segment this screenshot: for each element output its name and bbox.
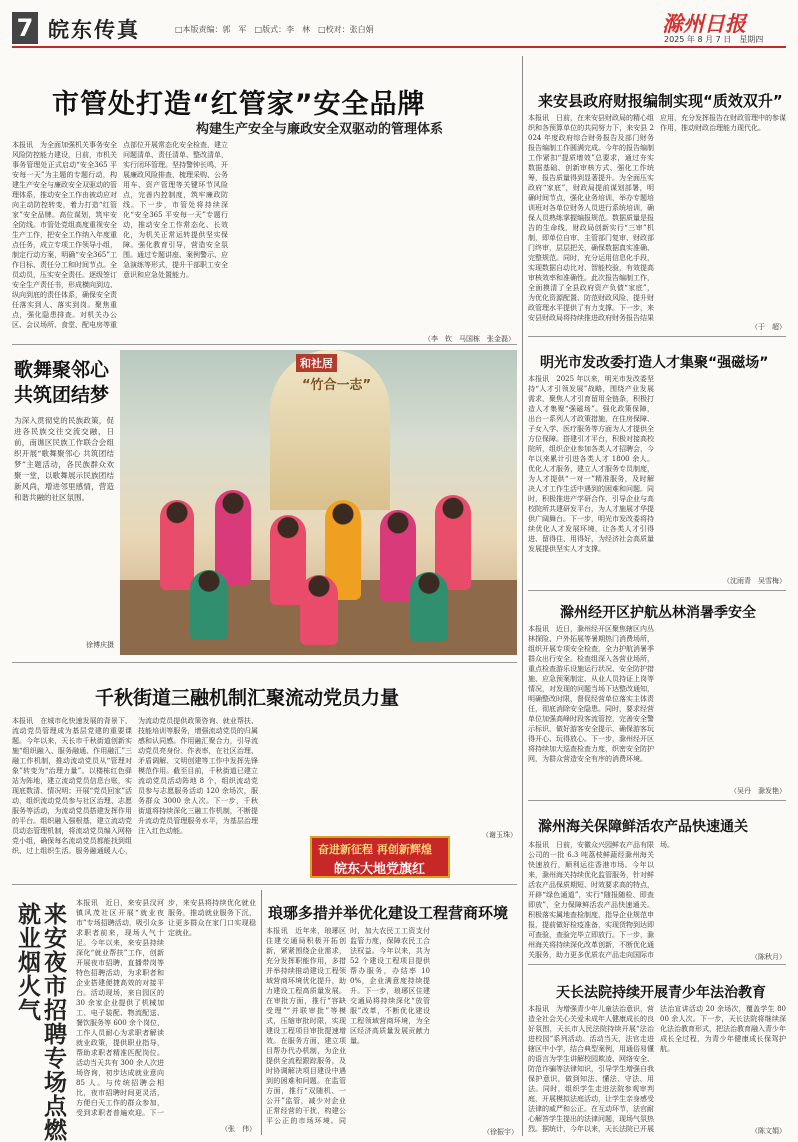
lead-body: 本报讯 为全面加强机关事务安全风险防控能力建设，日前，市机关事务管理处正式启动“安全365 平安每一天”为主题的专题行动，构建生产安全与廉政安全双驱动的管理体系，推动安全工作由被动应对向主动防控转变，着力打造“红管家”安全品牌。高位谋划，筑牢安全防线。市管处党组高度重视安全生产工作，把安全工作纳入年度重点任务，成立专项工作领导小组，制定行动方案，明确“安全365”工作目标、责任分工和时间节点。全员动员，压实安全责任。逐级签订安全生产责任书，形成横向到边、纵向到底的责任体系，确保安全责任落实到人、落实到岗。聚焦重点，强化隐患排查。对机关办公区、会议场所、食堂、配电房等重 <box>12 141 117 329</box>
editor-credits: □本版责编：郭 军 □版式：李 林 □校对：张白娟 <box>175 25 374 34</box>
qianqiu-body-col3 <box>264 716 384 856</box>
kaifaqu-body-col2 <box>660 624 786 784</box>
lead-body-col2: 点部位开展常态化安全检查，建立问题清单、责任清单、整改清单，实行闭环管理。坚持警钟长鸣，开展廉政风险排查，梳理采购、公务用车、资产管理等关键环节风险点，完善内控制度，筑牢廉政防线。下一步，市管处将持续深化“安全365 平安每一天”专题行动，推动安全工作常态化、长效化，为机关正常运转提供坚实保障。强化教育引导，营造安全氛围。通过专题讲座、案例警示、应急演练等形式，提升干部职工安全意识和应急处置能力。 <box>123 141 228 279</box>
dancer-figure <box>190 570 228 640</box>
masthead-rule <box>12 46 786 48</box>
qianqiu-body: 本报讯 在城市化快速发展的背景下，流动党员管理成为基层党建的重要课题。今年以来，天长市千秋街道创新实施“组织融入、服务融通、作用融汇”三融工作机制，推动流动党员从“管理对象”转变为“治理力量”。以楼栋红色驿站为阵地，建立流动党员信息台账，实现底数清、情况明；开展“党员回家”活动，组织流动党员参与社区治理、志愿服务等活动，为流动党员搭建发挥作用的平台。组织融入强根基，建立流动党员动态管理机制，将流动党员编入网格党小组，确保每名流动党员都能找到组织、过上组织生活。服务融通暖人心， <box>12 717 132 855</box>
kaifaqu-credit: （吴丹 滁发艳） <box>730 787 786 795</box>
kaifaqu-body: 本报讯 近日，滁州经开区聚焦辖区内丛林探险、户外拓展等暑期热门消费场所，组织开展专项安全检查，全力护航消暑季群众出行安全。检查组深入各营业场所，重点检查游乐设施运行状况、安全防护措施、应急预案制定、从业人员持证上岗等情况，对发现的问题当场下达整改通知，明确整改时限，督促经营单位落实主体责任，彻底消除安全隐患。同时，要求经营单位加强高峰时段客流管控，完善安全警示标识，做好游客安全提示，确保游客玩得开心、玩得放心。下一步，滁州经开区将持续加大巡查检查力度，织密安全防护网，为群众营造安全有序的消费环境。 <box>528 625 654 763</box>
paper-name: 滁州日报 <box>662 11 746 36</box>
bottom-section-rule <box>12 884 517 885</box>
column-divider <box>522 56 523 1136</box>
laian-job-body: 本报讯 近日，来安县汊河镇风茂社区开展“就业夜市”专场招聘活动，吸引众多求职者前来，现场人气十足。今年以来，来安县持续深化“就业帮扶”工作，创新开展夜市招聘、直播带岗等特色招聘活动，为求职者和企业搭建便捷高效的对接平台。活动现场，来自园区的 30 余家企业提供了机械加工、电子装配、物流配送、餐饮服务等 600 余个岗位，工作人员耐心为求职者解读就业政策，提供职业指导，帮助求职者精准匹配岗位。活动当天共有 300 余人次进场咨询，初步达成就业意向 85 人。与传统招聘会相比，夜市招聘时间更灵活，方便白天工作的群众参加，受到求职者普遍欢迎。下一 <box>76 899 164 1117</box>
lead-body-col3 <box>234 140 339 330</box>
haiguan-credit: （陈秋月） <box>751 953 786 961</box>
banner-line1: 奋进新征程 再创新辉煌 <box>318 843 432 856</box>
langya-title: 琅琊多措并举优化建设工程营商环境 <box>268 904 509 922</box>
mingguang-title: 明光市发改委打造人才集聚“强磁场” <box>540 355 769 371</box>
mingguang-credit: （沈雨青 吴雪梅） <box>723 577 786 585</box>
qianqiu-credit: （谢玉珠） <box>482 831 517 839</box>
langya-body: 本报讯 近年来，琅琊区住建交通局积极开拓创新，紧紧围绕企业需求，充分发挥职能作用，多措并举持续推动建设工程领域营商环境优化提升，助力建设工程高质量发展。在审批方面，推行“容缺受理”“并联审批”等模式，压缩审批时限，实现建设工程项目审批提速增效。在服务方面，建立项目帮办代办机制，为企业提供全流程跟踪服务，及时协调解决项目建设中遇到的困难和问题。在监管方面，推行“双随机、一公开”监管，减少对企业正常经营的干扰，构建公平公正的市场环境。同 <box>266 927 346 1125</box>
qianqiu-top-rule <box>12 662 517 663</box>
lead-subtitle: 构建生产安全与廉政安全双驱动的管理体系 <box>196 122 444 137</box>
dancer-figure <box>410 572 448 642</box>
laian-job-title: 来安夜市招聘专场点燃就业烟火气 <box>14 902 66 1142</box>
laian-body-col2: 应用，充分发挥报告在财政管理中的参谋作用，推动财政治理能力现代化。 <box>660 114 786 132</box>
dancer-figure <box>300 575 338 645</box>
lead-title: 市管处打造“红管家”安全品牌 <box>52 89 426 120</box>
mingguang-body: 本报讯 2025 年以来，明光市发改委坚持“人才引领发展”战略，围绕产业发展需求，聚焦人才引育留用全链条，积极打造人才集聚“强磁场”。强化政策保障，出台一系列人才政策措施，在住房保障、子女入学、医疗服务等方面为人才提供全方位保障。搭建引才平台，积极对接高校院所，组织企业参加各类人才招聘会，今年以来累计引进各类人才 1800 余人。优化人才服务，建立人才服务专员制度，为人才提供“一对一”精准服务，及时解决人才工作生活中遇到的困难和问题。同时，积极推进产学研合作，引导企业与高校院所共建研发平台，为人才施展才华提供广阔舞台。下一步，明光市发改委将持续优化人才发展环境，让各类人才引得进、留得住、用得好，为经济社会高质量发展提供坚实人才支撑。 <box>528 375 654 553</box>
photo-sign-text: 和社居 <box>296 354 337 372</box>
issue-date: 2025 年 8 月 7 日 星期四 <box>664 35 764 44</box>
lead-body-col4 <box>345 140 450 330</box>
poem-credit: 徐博庆摄 <box>86 641 114 649</box>
laian-job-credit: （张 伟） <box>221 1125 256 1133</box>
party-banner <box>310 836 450 878</box>
laian-job-body-col2: 步，来安县将持续优化就业服务，推动就业服务下沉，让更多群众在家门口实现稳定就业。 <box>168 899 256 937</box>
langya-credit: （徐振宇） <box>483 1128 518 1136</box>
laian-title: 来安县政府财报编制实现“质效双升” <box>538 92 783 110</box>
section-title: 皖东传真 <box>48 18 140 42</box>
mingguang-body-col2 <box>660 374 786 574</box>
lead-body-col5 <box>456 140 516 330</box>
haiguan-body-col2: 场。 <box>660 841 674 849</box>
banner-line2: 皖东大地党旗红 <box>334 862 426 877</box>
tianchang-credit: （陈文娟） <box>751 1127 786 1135</box>
qianqiu-title: 千秋街道三融机制汇聚流动党员力量 <box>95 687 400 709</box>
mingguang-top-rule <box>528 336 786 337</box>
kaifaqu-title: 滁州经开区护航丛林消暑季安全 <box>560 605 756 621</box>
langya-body-col2: 时，加大农民工工资支付监管力度，保障农民工合法权益。今年以来，共为 52 个建设工程项目提供帮办服务，办结率 100%，企业满意度持续提升。下一步，琅琊区住建交通局将持续深化“放管服”改革，不断优化建设工程领域营商环境，为全区经济高质量发展贡献力量。 <box>350 927 430 1045</box>
dancer-figure <box>215 490 251 585</box>
laian-body: 本报讯 日前，在来安县财政局的精心组织和各预算单位的共同努力下，来安县 2024 年度政府综合财务报告及部门财务报告编制工作圆满完成。今年的报告编制工作紧扣“提质增效”总要求，通过夯实数据基础、创新审核方式、强化工作统筹，报告质量得到显著提升。为全面压实政府“家底”，财政局提前谋划部署，明确时间节点，强化业务培训，举办专题培训班对各单位财务人员进行系统培训，确保人员熟练掌握编报规范。数据质量是报告的生命线，财政局创新实行“三审”机制，即单位自审、主管部门复审、财政部门终审，层层把关，确保数据真实准确、完整规范。同时，充分运用信息化手段，实现数据自动比对、智能校验，有效提高审核效率和准确性。此次报告编制工作，全面摸清了全县政府资产负债“家底”，为优化资源配置、防范财政风险、提升财政管理水平提供了有力支撑。下一步，来安县财政局将持续推进政府财务报告结果 <box>528 114 654 322</box>
haiguan-top-rule <box>528 800 786 801</box>
kaifaqu-top-rule <box>528 590 786 591</box>
bottom-divider <box>261 890 262 1135</box>
dancer-figure <box>160 500 194 590</box>
haiguan-body: 本报讯 日前，安徽众兴园鲜农产品有限公司的一批 6.3 吨荔枝鲜蔬经滁州海关快速放行，顺利运往香港市场。今年以来，滁州海关持续优化监管服务，针对鲜活农产品保质期短、时效要求高的特点，开辟“绿色通道”，实行“随报随检、即查即放”，全力保障鲜活农产品快速通关。积极落实属地查检制度，指导企业规范申报，提前做好检疫准备，实现货物到达即可查验，查验完毕立即放行。下一步，滁州海关将持续深化改革创新，不断优化通关服务，助力更多优质农产品走向国际市 <box>528 841 654 959</box>
tianchang-body: 本报讯 为增强青少年儿童法治意识，营造全社会关心关爱未成年人健康成长的良好氛围，天长市人民法院持续开展“法治进校园”系列活动。活动当天，法官走进辖区中小学，结合典型案例，用通俗易懂的语言为学生讲解校园欺凌、网络安全、防范诈骗等法律知识，引导学生增强自我保护意识，做到知法、懂法、守法、用法。同时，组织学生走进法院参观审判庭，开展模拟法庭活动，让学生亲身感受法律的威严和公正。在互动环节，法官耐心解答学生提出的法律问题，现场气氛热烈。据统计，今年以来，天长法院已开展 <box>528 1005 654 1133</box>
langya-body-col3 <box>434 926 518 1126</box>
photo-banner-text: “竹合一志” <box>302 378 372 393</box>
qianqiu-body-col2: 为流动党员提供政策咨询、就业帮扶、技能培训等服务，增强流动党员的归属感和认同感。作用融汇聚合力，引导流动党员亮身份、作表率，在社区治理、矛盾调解、文明创建等工作中发挥先锋模范作用。截至目前，千秋街道已建立流动党员活动阵地 8 个，组织流动党员参与志愿服务活动 120 余场次，服务群众 3000 余人次。下一步，千秋街道将持续深化三融工作机制，不断提升流动党员管理服务水平，为基层治理注入红色动能。 <box>138 717 258 835</box>
tianchang-title: 天长法院持续开展青少年法治教育 <box>556 985 766 1001</box>
poem-title: 歌舞聚邻心 共筑团结梦 <box>14 359 110 406</box>
poem-top-rule <box>12 344 517 345</box>
tianchang-top-rule <box>528 964 786 965</box>
tianchang-body-col2: 法治宣讲活动 20 余场次，覆盖学生 8000 余人次。下一步，天长法院将继续深化法治教育形式，把法治教育融入青少年成长全过程，为青少年健康成长保驾护航。 <box>660 1005 786 1053</box>
lead-credit: （李 钦 马国栋 张金磊） <box>424 335 515 343</box>
qianqiu-body-col4 <box>390 716 517 811</box>
haiguan-title: 滁州海关保障鲜活农产品快速通关 <box>538 819 748 835</box>
poem-caption: 为深入贯彻党的民族政策，促进各民族交往交流交融，日前，南谯区民族工作联合会组织开展“歌舞聚邻心 共筑团结梦”主题活动，各民族群众欢聚一堂，以歌舞展示民族团结新风尚，增进邻里感情，营造和谐共融的社区氛围。 <box>14 416 114 502</box>
laian-credit: （于 超） <box>751 323 786 331</box>
page-number-badge: 7 <box>12 12 38 44</box>
dance-photo <box>120 350 517 655</box>
